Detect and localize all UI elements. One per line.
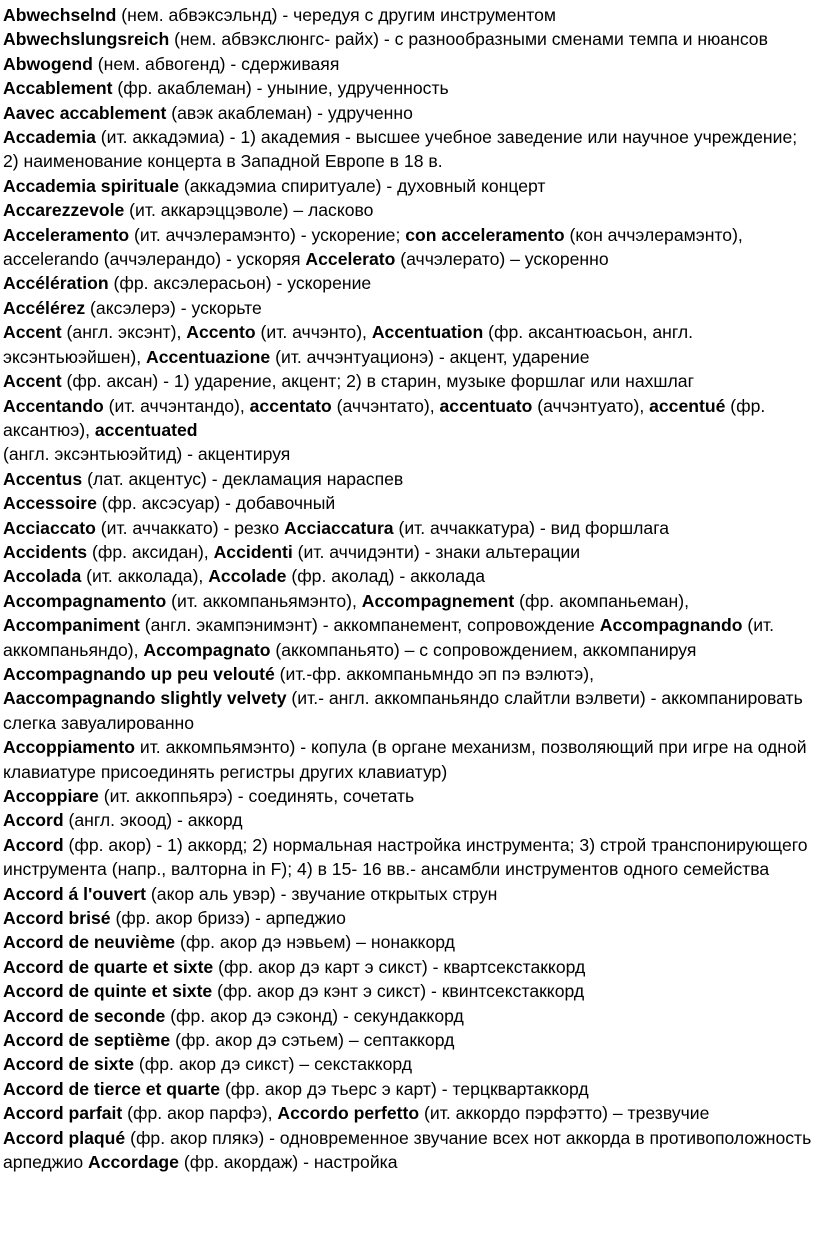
entry-term: Accentuazione (146, 346, 271, 367)
dictionary-entry (3, 52, 812, 76)
entry-definition: (аккадэмиа спиритуале) - духовный концерт (179, 175, 546, 196)
dictionary-entry (3, 76, 812, 100)
entry-term: Acciaccatura (284, 517, 394, 538)
entry-term: Accent (3, 322, 62, 343)
dictionary-entry (3, 369, 812, 393)
entry-definition: (фр. акор) - 1) аккорд; 2) нормальная настройка инструмента; 3) строй транспонирующего инструмента (напр., валторна in F); 4) в 15- 16 вв.- ансамбли инструментов одного семейства (3, 834, 808, 880)
entry-term: accentué (649, 395, 726, 416)
entry-definition: (аччэнтато), (331, 395, 440, 416)
entry-term: accentato (249, 395, 332, 416)
dictionary-entry (3, 979, 812, 1003)
entry-term: Accord (3, 834, 64, 855)
entry-definition: (фр. акор дэ нэвьем) – нонаккорд (175, 932, 455, 953)
entry-definition: (ит. аккарэццэволе) – ласково (124, 200, 374, 221)
entry-definition: (акор аль увэр) - звучание открытых струн (146, 883, 498, 904)
dictionary-entry (3, 174, 812, 198)
entry-term: Accord de tierce et quarte (3, 1078, 221, 1099)
dictionary-entry (3, 1126, 812, 1175)
entry-definition: (ит. аччидэнти) - знаки альтерации (292, 541, 581, 562)
entry-definition: (ит. аччаккато) - резко (95, 517, 285, 538)
entry-definition: (ит. аччэнто), (255, 322, 372, 343)
entry-definition: (аччэнтуато), (532, 395, 650, 416)
entry-definition: (фр. аксантюасьон, англ. эксэнтьюэйшен), (3, 322, 694, 367)
entry-term: accentuated (94, 419, 198, 440)
entry-definition: (ит. аккомпаньямэнто), (166, 590, 362, 611)
entry-definition: (аксэлерэ) - ускорьте (85, 297, 262, 318)
entry-term: Accompagnando up peu velouté (3, 663, 275, 684)
dictionary-entry (3, 125, 812, 174)
entry-term: Accordage (88, 1152, 179, 1173)
entry-term: Accidents (3, 541, 88, 562)
entry-term: Accord de septième (3, 1030, 171, 1051)
entry-definition: (фр. акор дэ сэконд) - секундаккорд (165, 1005, 464, 1026)
dictionary-entry (3, 564, 812, 588)
entry-definition: (ит. аккадэмиа) - 1) академия - высшее учебное заведение или научное учреждение; 2) наименование концерта в Западной Европе в 18 в. (3, 127, 798, 172)
entry-definition: (фр. аксидан), (87, 541, 214, 562)
dictionary-entry (3, 882, 812, 906)
entry-definition: (фр. акор бризэ) - арпеджио (110, 908, 346, 929)
entry-definition: (фр. аксэлерасьон) - ускорение (108, 273, 372, 294)
entry-term: Accompagnamento (3, 590, 167, 611)
entry-term: Accolada (3, 566, 82, 587)
dictionary-entry (3, 955, 812, 979)
entry-term: Acceleramento (3, 224, 130, 245)
dictionary-entry (3, 1101, 812, 1125)
entry-term: Accord de neuvième (3, 932, 176, 953)
entry-term: Accompagnement (361, 590, 515, 611)
dictionary-entry (3, 491, 812, 515)
entry-definition: (англ. экоод) - аккорд (63, 810, 243, 831)
entry-term: Accablement (3, 78, 113, 99)
entry-definition: (фр. аколад) - акколада (286, 566, 486, 587)
entry-term: Accoppiare (3, 786, 99, 806)
dictionary-entry (3, 320, 812, 369)
entry-term: Accordo perfetto (277, 1103, 420, 1124)
entry-definition: (фр. акор дэ сэтьем) – септаккорд (170, 1030, 455, 1051)
entry-term: Accord á l'ouvert (3, 883, 147, 904)
dictionary-entry (3, 735, 812, 784)
entry-term: Accent (3, 371, 62, 392)
entry-definition: (нем. абвогенд) - сдерживаяя (92, 53, 340, 74)
dictionary-entry (3, 784, 812, 808)
entry-definition: (фр. аксантюэ), (3, 395, 766, 440)
entry-term: Accessoire (3, 493, 97, 514)
entry-term: Acciaccato (3, 517, 96, 538)
entry-term: Accompaniment (3, 615, 140, 636)
entry-definition: (нем. абвэксэльнд) - чередуя с другим инструментом (116, 5, 557, 25)
dictionary-entry (3, 467, 812, 491)
entry-definition: (фр. аксан) - 1) ударение, акцент; 2) в старин, музыке форшлаг или нахшлаг (61, 371, 694, 392)
entry-definition: (англ. эксэнт), (61, 322, 187, 343)
entry-definition: (ит. аччэлерамэнто) - ускорение; (129, 224, 406, 245)
entry-term: Accolade (208, 566, 287, 587)
entry-definition: (ит. аччэнтандо), (103, 395, 250, 416)
entry-definition: (англ. эксэнтьюэйтид) - акцентируя (3, 444, 291, 465)
entry-term: Accento (186, 322, 256, 343)
entry-term: Accélération (3, 273, 109, 294)
entry-term: Accademia (3, 127, 96, 148)
dictionary-entry (3, 930, 812, 954)
entry-term: Accord plaqué (3, 1127, 126, 1148)
entry-term: Accoppiamento (3, 737, 135, 758)
dictionary-entry (3, 686, 812, 735)
dictionary-entry (3, 101, 812, 125)
entry-list (3, 3, 812, 1175)
dictionary-entry (3, 394, 812, 467)
dictionary-entry (3, 1004, 812, 1028)
entry-term: Accord de seconde (3, 1005, 166, 1026)
dictionary-entry (3, 516, 812, 540)
entry-definition: (англ. экампэнимэнт) - аккомпанемент, сопровождение (139, 615, 600, 636)
entry-term: Accord brisé (3, 908, 111, 929)
dictionary-entry (3, 3, 812, 27)
entry-term: Accord de quinte et sixte (3, 981, 213, 1002)
dictionary-entry (3, 808, 812, 832)
entry-term: Accidenti (213, 541, 293, 562)
dictionary-entry (3, 662, 812, 686)
dictionary-entry (3, 540, 812, 564)
entry-term: accentuato (439, 395, 533, 416)
entry-definition: (авэк акаблеман) - удрученно (166, 102, 413, 123)
entry-definition: ит. аккомпьямэнто) - копула (в органе механизм, позволяющий при игре на одной клавиатуре присоединять регистры других клавиатур) (3, 737, 807, 782)
dictionary-entry (3, 906, 812, 930)
dictionary-entry (3, 833, 812, 882)
entry-term: Accord de sixte (3, 1054, 135, 1075)
dictionary-entry (3, 27, 812, 51)
entry-definition: (фр. акордаж) - настройка (178, 1152, 398, 1173)
entry-term: Aaccompagnando slightly velvety (3, 688, 287, 709)
entry-term: Accord (3, 810, 64, 831)
entry-term: Accarezzevole (3, 200, 125, 221)
entry-definition: (кон аччэлерамэнто), accelerando (аччэлерандо) - ускоряя (3, 224, 743, 270)
dictionary-entry (3, 271, 812, 295)
entry-definition: (ит. аккомпаньяндо), (3, 615, 775, 660)
entry-term: con acceleramento (405, 224, 565, 245)
entry-term: Accelerato (305, 249, 396, 270)
entry-definition: (фр. акор дэ карт э сикст) - квартсекстаккорд (213, 956, 586, 977)
entry-definition: (нем. абвэкслюнгс- райх) - с разнообразными сменами темпа и нюансов (169, 29, 768, 50)
entry-definition: (ит. акколада), (81, 566, 209, 587)
entry-term: Accademia spirituale (3, 175, 180, 196)
entry-definition: (фр. акор плякэ) - одновременное звучание всех нот аккорда в противоположность арпеджио (3, 1127, 812, 1173)
entry-definition: (ит.- англ. аккомпаньяндо слайтли вэлвети) - аккомпанировать слегка завуалированно (3, 688, 803, 733)
entry-definition: (ит. аккоппьярэ) - соединять, сочетать (98, 786, 415, 806)
entry-term: Accord parfait (3, 1103, 123, 1124)
entry-definition: (фр. акомпаньеман), (514, 590, 689, 611)
entry-definition: (фр. акаблеман) - уныние, удрученность (112, 78, 449, 99)
entry-definition: (ит. аккордо пэрфэтто) – трезвучие (419, 1103, 710, 1124)
entry-definition: (лат. акцентус) - декламация нараспев (82, 468, 404, 489)
entry-definition: (фр. акор дэ тьерс э карт) - терцквартаккорд (220, 1078, 589, 1099)
entry-term: Accentando (3, 395, 104, 416)
entry-definition: (ит.-фр. аккомпаньмндо эп пэ вэлютэ), (274, 663, 594, 684)
entry-term: Accentus (3, 468, 83, 489)
entry-definition: (фр. акор дэ сикст) – секстаккорд (134, 1054, 413, 1075)
entry-term: Accompagnando (599, 615, 743, 636)
dictionary-entry (3, 1028, 812, 1052)
dictionary-entry (3, 223, 812, 272)
dictionary-entry (3, 1077, 812, 1101)
entry-term: Accélérez (3, 297, 86, 318)
entry-term: Accord de quarte et sixte (3, 956, 214, 977)
entry-definition: (ит. аччэнтуационэ) - акцент, ударение (270, 346, 590, 367)
dictionary-entry (3, 589, 812, 662)
entry-term: Aavec accablement (3, 102, 167, 123)
entry-definition: (фр. акор парфэ), (122, 1103, 278, 1124)
entry-definition: (фр. акор дэ кэнт э сикст) - квинтсекстаккорд (212, 981, 585, 1002)
dictionary-entry (3, 198, 812, 222)
entry-definition: (аккомпаньято) – с сопровождением, аккомпанируя (270, 639, 697, 660)
entry-definition: (ит. аччаккатура) - вид форшлага (393, 517, 670, 538)
entry-definition: (фр. аксэсуар) - добавочный (96, 493, 336, 514)
dictionary-entry (3, 1052, 812, 1076)
entry-term: Abwechslungsreich (3, 29, 170, 50)
entry-term: Abwechselnd (3, 5, 117, 25)
entry-term: Accentuation (371, 322, 484, 343)
dictionary-entry (3, 296, 812, 320)
entry-definition: (аччэлерато) – ускоренно (395, 249, 609, 270)
entry-term: Abwogend (3, 53, 93, 74)
entry-term: Accompagnato (143, 639, 271, 660)
